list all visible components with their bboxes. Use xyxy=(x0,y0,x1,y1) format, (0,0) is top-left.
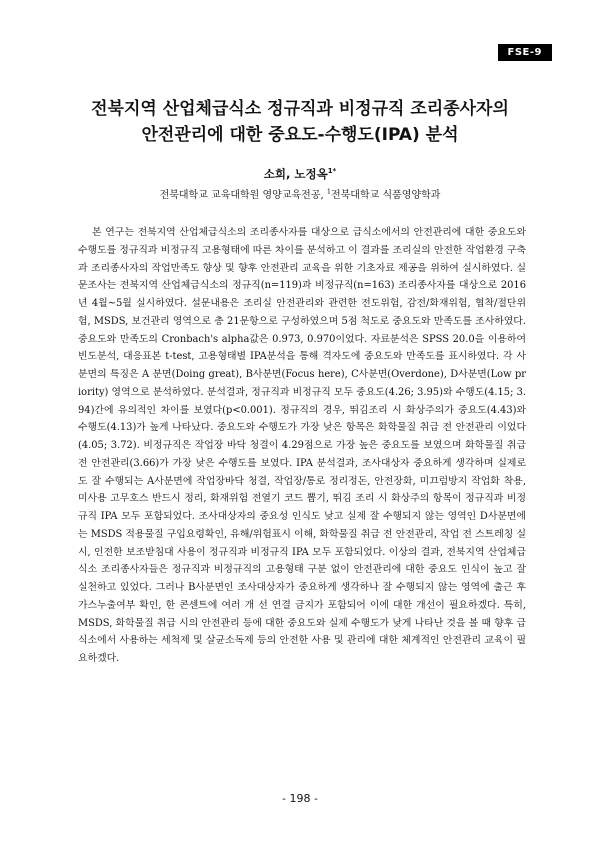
session-badge: FSE-9 xyxy=(498,44,552,61)
affiliation-part-2: 전북대학교 식품영양학과 xyxy=(330,190,441,201)
affiliation-marker: 1 xyxy=(326,187,331,196)
paper-title xyxy=(40,96,560,148)
author-marker: 1* xyxy=(327,167,337,176)
affiliation xyxy=(0,186,600,201)
page-number: - 198 - xyxy=(282,792,318,805)
title-line-1: 전북지역 산업체급식소 정규직과 비정규직 조리종사자의 xyxy=(91,99,509,119)
author-list xyxy=(0,166,600,182)
abstract-body: 본 연구는 전북지역 산업체급식소의 조리종사자를 대상으로 급식소에서의 안전관리에 대한 중요도와 수행도를 정규직과 비정규직 고용형태에 따른 차이를 분석하고 이 결과를 조리실의 안전한 작업환경 구축과 조리종사자의 작업만족도 향상 및 향후 안전관리 교육을 위한 기초자료 제공을 위하여 실시하였다. 실문조사는 전북지역 산업체급식소의 정규직(n=119)과 비정규직(n=163) 조리종사자를 대상으로 2016년 4월~5월 실시하였다. 설문내용은 조리실 안전관리와 관련한 전도위험, 감전/화재위험, 협착/절단위험, MSDS, 보건관리 영역으로 총 21문항으로 구성하였으며 5점 척도로 중요도와 만족도를 조사하였다. 중요도와 만족도의 Cronbach's alpha값은 0.973, 0.970이었다. 자료분석은 SPSS 20.0을 이용하여 빈도분석, 대응표본 t-test, 고용형태별 IPA분석을 통해 격자도에 중요도와 만족도를 표시하였다. 각 사분면의 특징은 A 분면(Doing great), B사분면(Focus here), C사분면(Overdone), D사분면(Low priority) 영역으로 분석하였다. 분석결과, 정규직과 비정규직 모두 중요도(4.26; 3.95)와 수행도(4.15; 3.94)간에 유의적인 차이를 보였다(p<0.001). 정규직의 경우, 뛰김조리 시 화상주의가 중요도(4.43)와 수행도(4.13)가 높게 나타났다. 중요도와 수행도가 가장 낮은 항목은 화학물질 취급 전 안전관리 이었다(4.05; 3.72). 비정규직은 작업장 바닥 청결이 4.29점으로 가장 높은 중요도를 보였으며 화학물질 취급 전 안전관리(3.66)가 가장 낮은 수행도를 보였다. IPA 분석결과, 조사대상자 중요하게 생각하며 실제로도 잘 수행되는 A사분면에 작업장바닥 청결, 작업장/통로 정리정돈, 안전장화, 미끄럼방지 작업화 착용, 미사용 고무호스 반드시 정리, 화재위험 전열기 코드 뽑기, 뛰김 조리 시 화상주의 항목이 정규직과 비정규직 IPA 모두 포함되었다. 조사대상자의 중요성 인식도 낮고 실제 잘 수행되지 않는 영역인 D사분면에는 MSDS 적용물질 구입요령확인, 유해/위험표시 이해, 화학물질 취급 전 안전관리, 작업 전 스트레칭 실시, 인전한 보조받침대 사용이 정규직과 비정규직 IPA 모두 포함되었다. 이상의 결과, 전북지역 산업체급식소 조리종사자들은 정규직과 비정규직의 고용형태 구분 없이 안전관리에 대한 중요도 인식이 높고 잘 실천하고 있었다. 그러나 B사분면인 조사대상자가 중요하게 생각하나 잘 수행되지 않는 영역에 출근 후 가스누출여부 확인, 한 콘센트에 여러 개 선 연결 금지가 포함되어 이에 대한 개선이 필요하겠다. 특히, MSDS, 화학물질 취급 시의 안전관리 등에 대한 중요도와 실제 수행도가 낮게 나타난 것을 볼 때 향후 급식소에서 사용하는 세척제 및 살균소독제 등의 안전한 사용 및 관리에 대한 체계적인 안전관리 교육이 필요하겠다. xyxy=(78,227,526,664)
affiliation-part-1: 전북대학교 교육대학원 영양교육전공, xyxy=(159,190,327,201)
author-names: 소희, 노정옥 xyxy=(263,167,328,181)
title-line-2: 안전관리에 대한 중요도-수행도(IPA) 분석 xyxy=(141,125,459,145)
